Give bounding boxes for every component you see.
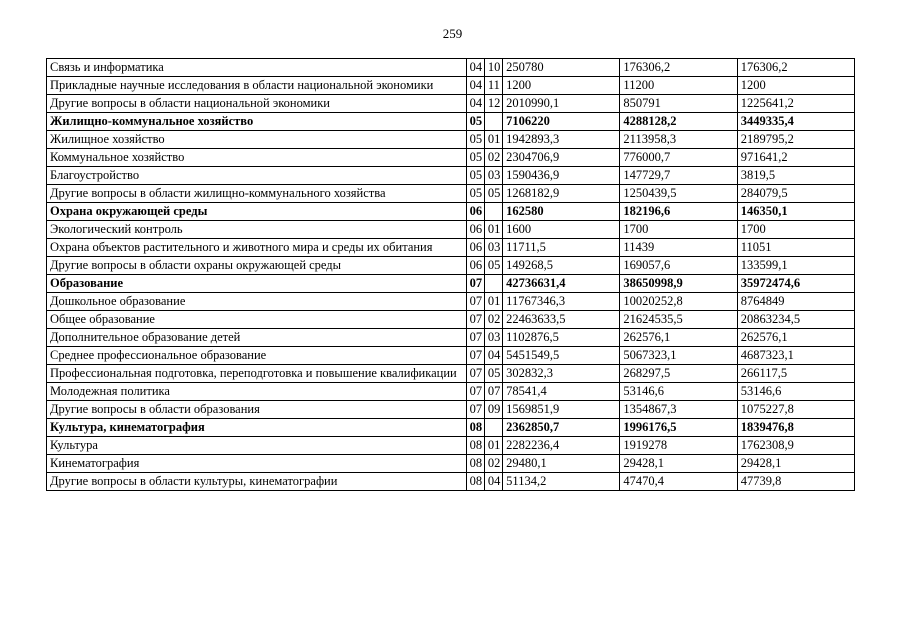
row-name-cell: Коммунальное хозяйство <box>47 149 467 167</box>
table-row <box>47 347 855 365</box>
table-row <box>47 437 855 455</box>
amount-2-cell: 1354867,3 <box>620 401 737 419</box>
amount-1-cell: 2010990,1 <box>503 95 620 113</box>
amount-2-cell: 182196,6 <box>620 203 737 221</box>
row-name-cell: Жилищно-коммунальное хозяйство <box>47 113 467 131</box>
subsection-code-cell: 05 <box>484 185 502 203</box>
amount-1-cell: 2282236,4 <box>503 437 620 455</box>
amount-1-cell: 11767346,3 <box>503 293 620 311</box>
row-name-cell: Другие вопросы в области жилищно-коммунального хозяйства <box>47 185 467 203</box>
amount-2-cell: 10020252,8 <box>620 293 737 311</box>
table-row <box>47 383 855 401</box>
table-row <box>47 131 855 149</box>
row-name-cell: Жилищное хозяйство <box>47 131 467 149</box>
section-code-cell: 07 <box>466 293 484 311</box>
amount-1-cell: 250780 <box>503 59 620 77</box>
amount-3-cell: 1700 <box>737 221 854 239</box>
amount-3-cell: 47739,8 <box>737 473 854 491</box>
amount-3-cell: 971641,2 <box>737 149 854 167</box>
amount-3-cell: 266117,5 <box>737 365 854 383</box>
table-row <box>47 329 855 347</box>
subsection-code-cell: 01 <box>484 221 502 239</box>
amount-2-cell: 2113958,3 <box>620 131 737 149</box>
amount-2-cell: 11439 <box>620 239 737 257</box>
row-name-cell: Охрана окружающей среды <box>47 203 467 221</box>
section-code-cell: 07 <box>466 401 484 419</box>
amount-2-cell: 147729,7 <box>620 167 737 185</box>
section-code-cell: 07 <box>466 275 484 293</box>
amount-3-cell: 4687323,1 <box>737 347 854 365</box>
section-code-cell: 07 <box>466 383 484 401</box>
subsection-code-cell: 04 <box>484 347 502 365</box>
amount-3-cell: 1200 <box>737 77 854 95</box>
amount-3-cell: 146350,1 <box>737 203 854 221</box>
section-code-cell: 08 <box>466 473 484 491</box>
amount-1-cell: 1942893,3 <box>503 131 620 149</box>
row-name-cell: Среднее профессиональное образование <box>47 347 467 365</box>
subsection-code-cell: 01 <box>484 293 502 311</box>
page-number: 259 <box>442 26 463 41</box>
amount-2-cell: 53146,6 <box>620 383 737 401</box>
row-name-cell: Прикладные научные исследования в области национальной экономики <box>47 77 467 95</box>
table-row <box>47 365 855 383</box>
amount-1-cell: 2304706,9 <box>503 149 620 167</box>
subsection-code-cell: 12 <box>484 95 502 113</box>
section-total-row <box>47 419 855 437</box>
row-name-cell: Другие вопросы в области культуры, кинематографии <box>47 473 467 491</box>
row-name-cell: Профессиональная подготовка, переподготовка и повышение квалификации <box>47 365 467 383</box>
amount-1-cell: 162580 <box>503 203 620 221</box>
amount-1-cell: 29480,1 <box>503 455 620 473</box>
table-row <box>47 167 855 185</box>
subsection-code-cell: 05 <box>484 365 502 383</box>
amount-1-cell: 22463633,5 <box>503 311 620 329</box>
amount-3-cell: 262576,1 <box>737 329 854 347</box>
subsection-code-cell: 04 <box>484 473 502 491</box>
table-row <box>47 257 855 275</box>
section-code-cell: 04 <box>466 77 484 95</box>
row-name-cell: Охрана объектов растительного и животного мира и среды их обитания <box>47 239 467 257</box>
row-name-cell: Образование <box>47 275 467 293</box>
amount-1-cell: 1102876,5 <box>503 329 620 347</box>
section-code-cell: 05 <box>466 167 484 185</box>
section-code-cell: 06 <box>466 221 484 239</box>
amount-3-cell: 1839476,8 <box>737 419 854 437</box>
amount-3-cell: 284079,5 <box>737 185 854 203</box>
section-code-cell: 05 <box>466 185 484 203</box>
amount-1-cell: 1569851,9 <box>503 401 620 419</box>
row-name-cell: Общее образование <box>47 311 467 329</box>
table-row <box>47 59 855 77</box>
amount-2-cell: 262576,1 <box>620 329 737 347</box>
section-code-cell: 04 <box>466 95 484 113</box>
section-code-cell: 06 <box>466 257 484 275</box>
subsection-code-cell <box>484 203 502 221</box>
amount-1-cell: 42736631,4 <box>503 275 620 293</box>
table-row <box>47 311 855 329</box>
amount-3-cell: 1075227,8 <box>737 401 854 419</box>
section-code-cell: 07 <box>466 347 484 365</box>
subsection-code-cell: 03 <box>484 239 502 257</box>
section-code-cell: 07 <box>466 365 484 383</box>
subsection-code-cell: 03 <box>484 329 502 347</box>
amount-2-cell: 1919278 <box>620 437 737 455</box>
row-name-cell: Другие вопросы в области образования <box>47 401 467 419</box>
subsection-code-cell <box>484 275 502 293</box>
amount-3-cell: 1762308,9 <box>737 437 854 455</box>
table-row <box>47 239 855 257</box>
subsection-code-cell: 01 <box>484 437 502 455</box>
amount-1-cell: 1600 <box>503 221 620 239</box>
table-row <box>47 77 855 95</box>
table-row <box>47 293 855 311</box>
section-total-row <box>47 113 855 131</box>
amount-2-cell: 5067323,1 <box>620 347 737 365</box>
amount-3-cell: 2189795,2 <box>737 131 854 149</box>
subsection-code-cell: 05 <box>484 257 502 275</box>
amount-1-cell: 1200 <box>503 77 620 95</box>
amount-1-cell: 7106220 <box>503 113 620 131</box>
section-code-cell: 08 <box>466 437 484 455</box>
amount-1-cell: 11711,5 <box>503 239 620 257</box>
amount-3-cell: 3449335,4 <box>737 113 854 131</box>
amount-1-cell: 149268,5 <box>503 257 620 275</box>
subsection-code-cell: 03 <box>484 167 502 185</box>
row-name-cell: Кинематография <box>47 455 467 473</box>
amount-2-cell: 776000,7 <box>620 149 737 167</box>
amount-3-cell: 35972474,6 <box>737 275 854 293</box>
amount-1-cell: 2362850,7 <box>503 419 620 437</box>
amount-3-cell: 3819,5 <box>737 167 854 185</box>
row-name-cell: Благоустройство <box>47 167 467 185</box>
amount-1-cell: 51134,2 <box>503 473 620 491</box>
amount-2-cell: 38650998,9 <box>620 275 737 293</box>
subsection-code-cell: 09 <box>484 401 502 419</box>
subsection-code-cell: 02 <box>484 149 502 167</box>
table-row <box>47 95 855 113</box>
subsection-code-cell <box>484 419 502 437</box>
amount-2-cell: 1700 <box>620 221 737 239</box>
table-row <box>47 455 855 473</box>
section-code-cell: 05 <box>466 131 484 149</box>
section-code-cell: 08 <box>466 419 484 437</box>
amount-1-cell: 302832,3 <box>503 365 620 383</box>
amount-3-cell: 8764849 <box>737 293 854 311</box>
row-name-cell: Другие вопросы в области охраны окружающей среды <box>47 257 467 275</box>
amount-3-cell: 133599,1 <box>737 257 854 275</box>
amount-2-cell: 850791 <box>620 95 737 113</box>
amount-3-cell: 11051 <box>737 239 854 257</box>
amount-3-cell: 20863234,5 <box>737 311 854 329</box>
section-code-cell: 05 <box>466 149 484 167</box>
amount-3-cell: 1225641,2 <box>737 95 854 113</box>
amount-1-cell: 78541,4 <box>503 383 620 401</box>
budget-table <box>46 58 855 491</box>
amount-2-cell: 47470,4 <box>620 473 737 491</box>
subsection-code-cell: 02 <box>484 455 502 473</box>
table-row <box>47 149 855 167</box>
section-total-row <box>47 203 855 221</box>
amount-2-cell: 176306,2 <box>620 59 737 77</box>
amount-2-cell: 169057,6 <box>620 257 737 275</box>
subsection-code-cell <box>484 113 502 131</box>
amount-2-cell: 268297,5 <box>620 365 737 383</box>
section-code-cell: 05 <box>466 113 484 131</box>
subsection-code-cell: 10 <box>484 59 502 77</box>
row-name-cell: Культура <box>47 437 467 455</box>
subsection-code-cell: 01 <box>484 131 502 149</box>
row-name-cell: Дошкольное образование <box>47 293 467 311</box>
subsection-code-cell: 07 <box>484 383 502 401</box>
amount-2-cell: 1250439,5 <box>620 185 737 203</box>
section-code-cell: 07 <box>466 311 484 329</box>
section-code-cell: 07 <box>466 329 484 347</box>
table-row <box>47 185 855 203</box>
row-name-cell: Молодежная политика <box>47 383 467 401</box>
amount-2-cell: 11200 <box>620 77 737 95</box>
row-name-cell: Культура, кинематография <box>47 419 467 437</box>
table-row <box>47 473 855 491</box>
section-code-cell: 06 <box>466 203 484 221</box>
subsection-code-cell: 02 <box>484 311 502 329</box>
budget-table-body <box>47 59 855 491</box>
amount-3-cell: 53146,6 <box>737 383 854 401</box>
amount-1-cell: 1268182,9 <box>503 185 620 203</box>
section-code-cell: 08 <box>466 455 484 473</box>
table-row <box>47 401 855 419</box>
amount-1-cell: 5451549,5 <box>503 347 620 365</box>
row-name-cell: Связь и информатика <box>47 59 467 77</box>
amount-3-cell: 29428,1 <box>737 455 854 473</box>
amount-2-cell: 29428,1 <box>620 455 737 473</box>
subsection-code-cell: 11 <box>484 77 502 95</box>
section-total-row <box>47 275 855 293</box>
section-code-cell: 06 <box>466 239 484 257</box>
amount-2-cell: 1996176,5 <box>620 419 737 437</box>
row-name-cell: Дополнительное образование детей <box>47 329 467 347</box>
amount-2-cell: 21624535,5 <box>620 311 737 329</box>
table-row <box>47 221 855 239</box>
section-code-cell: 04 <box>466 59 484 77</box>
amount-2-cell: 4288128,2 <box>620 113 737 131</box>
amount-1-cell: 1590436,9 <box>503 167 620 185</box>
row-name-cell: Экологический контроль <box>47 221 467 239</box>
amount-3-cell: 176306,2 <box>737 59 854 77</box>
row-name-cell: Другие вопросы в области национальной экономики <box>47 95 467 113</box>
